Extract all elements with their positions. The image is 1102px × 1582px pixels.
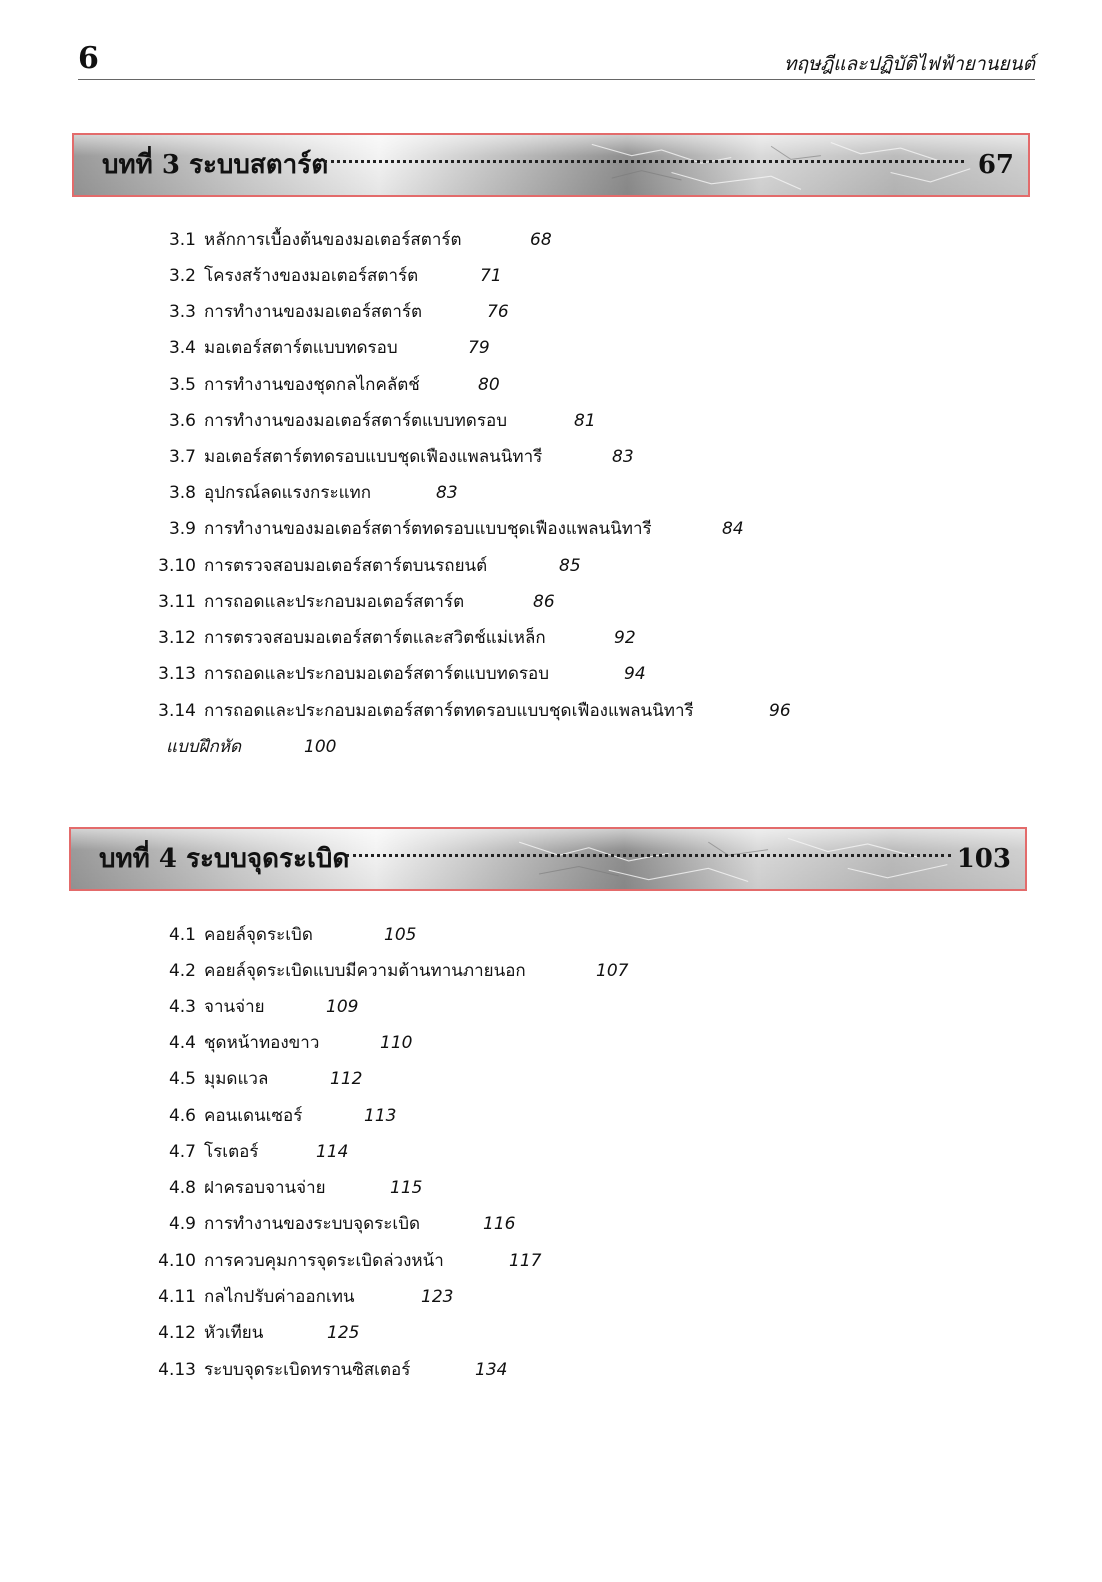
toc-item [150, 227, 552, 253]
toc-num: 3.8 [168, 483, 196, 503]
toc-page: 86 [533, 592, 555, 612]
toc-title: ฝาครอบจานจ่าย [204, 1178, 326, 1198]
toc-item [150, 958, 629, 984]
toc-num: 3.1 [168, 230, 196, 250]
toc-title: คอยล์จุดระเบิด [204, 925, 313, 945]
toc-item [150, 1103, 397, 1129]
toc-num: 3.13 [158, 664, 196, 684]
toc-num: 4.8 [168, 1178, 196, 1198]
toc-title: การถอดและประกอบมอเตอร์สตาร์ต [204, 592, 465, 612]
toc-page: 125 [327, 1323, 360, 1343]
book-title: ทฤษฎีและปฏิบัติไฟฟ้ายานยนต์ [784, 53, 1035, 75]
toc-num: 4.7 [168, 1142, 196, 1162]
toc-num: 3.9 [168, 519, 196, 539]
toc-page: 105 [384, 925, 417, 945]
exercise-page: 100 [304, 737, 337, 757]
toc-title: การทำงานของมอเตอร์สตาร์ตแบบทดรอบ [204, 411, 507, 431]
toc-num: 3.3 [168, 302, 196, 322]
toc-item [150, 625, 636, 651]
toc-page: 123 [421, 1287, 454, 1307]
toc-page: 114 [316, 1142, 349, 1162]
toc-item [150, 444, 634, 470]
toc-page: 83 [436, 483, 458, 503]
toc-num: 3.2 [168, 266, 196, 286]
toc-item [150, 1211, 516, 1237]
toc-page: 81 [574, 411, 596, 431]
toc-num: 4.10 [158, 1251, 196, 1271]
leader-dots [346, 854, 951, 857]
toc-item [150, 516, 744, 542]
toc-num: 4.5 [168, 1069, 196, 1089]
toc-page: 71 [480, 266, 502, 286]
toc-page: 79 [468, 338, 490, 358]
toc-page: 94 [624, 664, 646, 684]
toc-title: หลักการเบื้องต้นของมอเตอร์สตาร์ต [204, 230, 462, 250]
toc-item [150, 1248, 542, 1274]
toc-num: 4.13 [158, 1360, 196, 1380]
toc-page: 83 [612, 447, 634, 467]
toc-num: 3.7 [168, 447, 196, 467]
page-number: 6 [78, 41, 99, 76]
toc-page: 68 [530, 230, 552, 250]
toc-title: คอยล์จุดระเบิดแบบมีความต้านทานภายนอก [204, 961, 526, 981]
toc-num: 4.12 [158, 1323, 196, 1343]
toc-title: ระบบจุดระเบิดทรานซิสเตอร์ [204, 1360, 411, 1380]
toc-page: 96 [769, 701, 791, 721]
toc-title: โครงสร้างของมอเตอร์สตาร์ต [204, 266, 419, 286]
toc-item [150, 1139, 349, 1165]
toc-item [150, 263, 502, 289]
toc-page: 76 [487, 302, 509, 322]
toc-page: 116 [483, 1214, 516, 1234]
toc-page: 134 [475, 1360, 508, 1380]
toc-item [150, 1030, 413, 1056]
toc-page: 92 [614, 628, 636, 648]
toc-item [150, 372, 500, 398]
toc-num: 4.9 [168, 1214, 196, 1234]
toc-page: 109 [326, 997, 359, 1017]
chapter-page: 103 [956, 844, 1011, 874]
toc-item [150, 335, 490, 361]
toc-title: มอเตอร์สตาร์ตทดรอบแบบชุดเฟืองแพลนนิทารี [204, 447, 543, 467]
toc-title: มอเตอร์สตาร์ตแบบทดรอบ [204, 338, 398, 358]
toc-title: การควบคุมการจุดระเบิดล่วงหน้า [204, 1251, 444, 1271]
toc-item [150, 1066, 363, 1092]
toc-title: โรเตอร์ [204, 1142, 259, 1162]
chapter-page: 67 [977, 150, 1014, 180]
toc-num: 3.6 [168, 411, 196, 431]
toc-item [150, 661, 646, 687]
toc-page: 117 [509, 1251, 542, 1271]
toc-num: 3.4 [168, 338, 196, 358]
toc-item [150, 1320, 360, 1346]
toc-item [150, 1284, 454, 1310]
toc-num: 4.3 [168, 997, 196, 1017]
toc-item [150, 480, 458, 506]
chapter-title: บทที่ 3 ระบบสตาร์ต [102, 150, 329, 180]
toc-page: 115 [390, 1178, 423, 1198]
toc-item [150, 922, 417, 948]
toc-title: การตรวจสอบมอเตอร์สตาร์ตบนรถยนต์ [204, 556, 488, 576]
toc-item [150, 994, 359, 1020]
toc-title: อุปกรณ์ลดแรงกระแทก [204, 483, 372, 503]
toc-page: 84 [722, 519, 744, 539]
toc-num: 4.4 [168, 1033, 196, 1053]
toc-item [150, 553, 581, 579]
toc-item [150, 299, 509, 325]
toc-title: การทำงานของมอเตอร์สตาร์ต [204, 302, 423, 322]
toc-title: หัวเทียน [204, 1323, 264, 1343]
chapter-3-banner [72, 133, 1030, 197]
header-rule [78, 79, 1035, 80]
leader-dots [324, 160, 964, 163]
toc-num: 3.12 [158, 628, 196, 648]
chapter-4-banner [69, 827, 1027, 891]
toc-num: 4.6 [168, 1106, 196, 1126]
toc-page: 112 [330, 1069, 363, 1089]
toc-item [150, 589, 555, 615]
toc-title: การทำงานของระบบจุดระเบิด [204, 1214, 421, 1234]
toc-item [150, 1357, 508, 1383]
chapter-title: บทที่ 4 ระบบจุดระเบิด [99, 844, 350, 874]
toc-title: จานจ่าย [204, 997, 265, 1017]
toc-item [150, 698, 791, 724]
toc-title: การทำงานของมอเตอร์สตาร์ตทดรอบแบบชุดเฟืองแพลนนิทารี [204, 519, 652, 539]
toc-title: คอนเดนเซอร์ [204, 1106, 303, 1126]
toc-title: การถอดและประกอบมอเตอร์สตาร์ตแบบทดรอบ [204, 664, 550, 684]
toc-page: 113 [364, 1106, 397, 1126]
toc-page: 80 [478, 375, 500, 395]
toc-item [150, 408, 596, 434]
toc-title: ชุดหน้าทองขาว [204, 1033, 320, 1053]
toc-title: การถอดและประกอบมอเตอร์สตาร์ตทดรอบแบบชุดเฟืองแพลนนิทารี [204, 701, 694, 721]
toc-num: 3.14 [158, 701, 196, 721]
toc-page: 107 [596, 961, 629, 981]
toc-num: 3.5 [168, 375, 196, 395]
toc-item [150, 1175, 423, 1201]
exercise-entry [166, 734, 337, 760]
toc-title: มุมดแวล [204, 1069, 269, 1089]
toc-num: 4.1 [168, 925, 196, 945]
toc-page: 110 [380, 1033, 413, 1053]
toc-num: 4.2 [168, 961, 196, 981]
toc-title: กลไกปรับค่าออกเทน [204, 1287, 355, 1307]
toc-page: 85 [559, 556, 581, 576]
toc-title: การทำงานของชุดกลไกคลัตช์ [204, 375, 420, 395]
toc-num: 3.10 [158, 556, 196, 576]
toc-num: 3.11 [158, 592, 196, 612]
toc-num: 4.11 [158, 1287, 196, 1307]
exercise-title: แบบฝึกหัด [166, 737, 242, 757]
toc-title: การตรวจสอบมอเตอร์สตาร์ตและสวิตช์แม่เหล็ก [204, 628, 546, 648]
